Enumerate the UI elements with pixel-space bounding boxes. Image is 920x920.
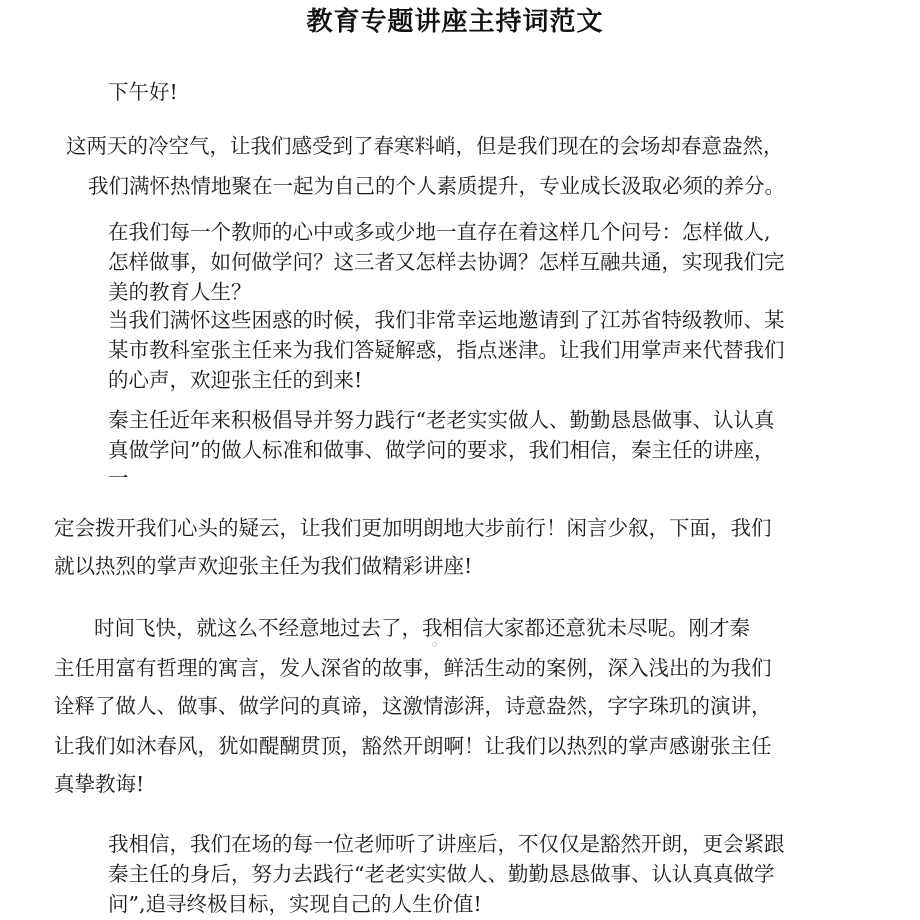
paragraph-6-line-3: 诠释了做人、做事、做学问的真谛，这激情澎湃，诗意盎然，字字珠玑的演讲， xyxy=(54,694,772,718)
paragraph-3-line-3: 的心声，欢迎张主任的到来! xyxy=(108,368,363,392)
greeting: 下午好! xyxy=(108,80,178,104)
paragraph-4-line-2: 真做学问”的做人标准和做事、做学问的要求，我们相信，秦主任的讲座， xyxy=(108,438,775,462)
paragraph-5-line-1: 定会拨开我们心头的疑云，让我们更加明朗地大步前行！闲言少叙，下面，我们 xyxy=(54,516,772,540)
paragraph-7-line-1: 我相信，我们在场的每一位老师听了讲座后，不仅仅是豁然开朗，更会紧跟 xyxy=(108,832,785,856)
paragraph-2-line-3: 美的教育人生？ xyxy=(108,280,252,304)
paragraph-6-line-1: 时间飞快，就这么不经意地过去了，我相信大家都还意犹未尽呢。刚才秦 xyxy=(94,616,750,640)
paragraph-4-line-1: 秦主任近年来积极倡导并努力践行“老老实实做人、勤勤恳恳做事、认认真 xyxy=(108,408,775,432)
paragraph-5-line-2: 就以热烈的掌声欢迎张主任为我们做精彩讲座! xyxy=(54,554,473,578)
paragraph-3-line-1: 当我们满怀这些困惑的时候，我们非常幸运地邀请到了江苏省特级教师、某 xyxy=(108,308,785,332)
paragraph-4-line-3: 一 xyxy=(108,466,129,490)
paragraph-2-line-2: 怎样做事，如何做学问？这三者又怎样去协调？怎样互融共通，实现我们完 xyxy=(108,250,785,274)
paragraph-6-line-2: 主任用富有哲理的寓言，发人深省的故事，鲜活生动的案例，深入浅出的为我们 xyxy=(54,656,772,680)
document-title: 教育专题讲座主持词范文 xyxy=(306,7,604,37)
paragraph-6-line-5: 真挚教诲! xyxy=(54,772,145,796)
stray-mark-dot: ○ xyxy=(432,641,438,648)
paragraph-1-line-2: 我们满怀热情地聚在一起为自己的个人素质提升，专业成长汲取必须的养分。 xyxy=(88,174,785,198)
paragraph-2-line-1: 在我们每一个教师的心中或多或少地一直存在着这样几个问号：怎样做人, xyxy=(108,220,771,244)
paragraph-1-line-1: 这两天的冷空气，让我们感受到了春寒料峭，但是我们现在的会场却春意盎然， xyxy=(66,134,784,158)
paragraph-6-line-4: 让我们如沐春风，犹如醍醐贯顶，豁然开朗啊！让我们以热烈的掌声感谢张主任 xyxy=(54,734,772,758)
paragraph-7-line-3: 问”,追寻终极目标，实现自己的人生价值! xyxy=(108,892,482,916)
paragraph-3-line-2: 某市教科室张主任来为我们答疑解惑，指点迷津。让我们用掌声来代替我们 xyxy=(108,338,785,362)
paragraph-7-line-2: 秦主任的身后，努力去践行“老老实实做人、勤勤恳恳做事、认认真真做学 xyxy=(108,862,775,886)
